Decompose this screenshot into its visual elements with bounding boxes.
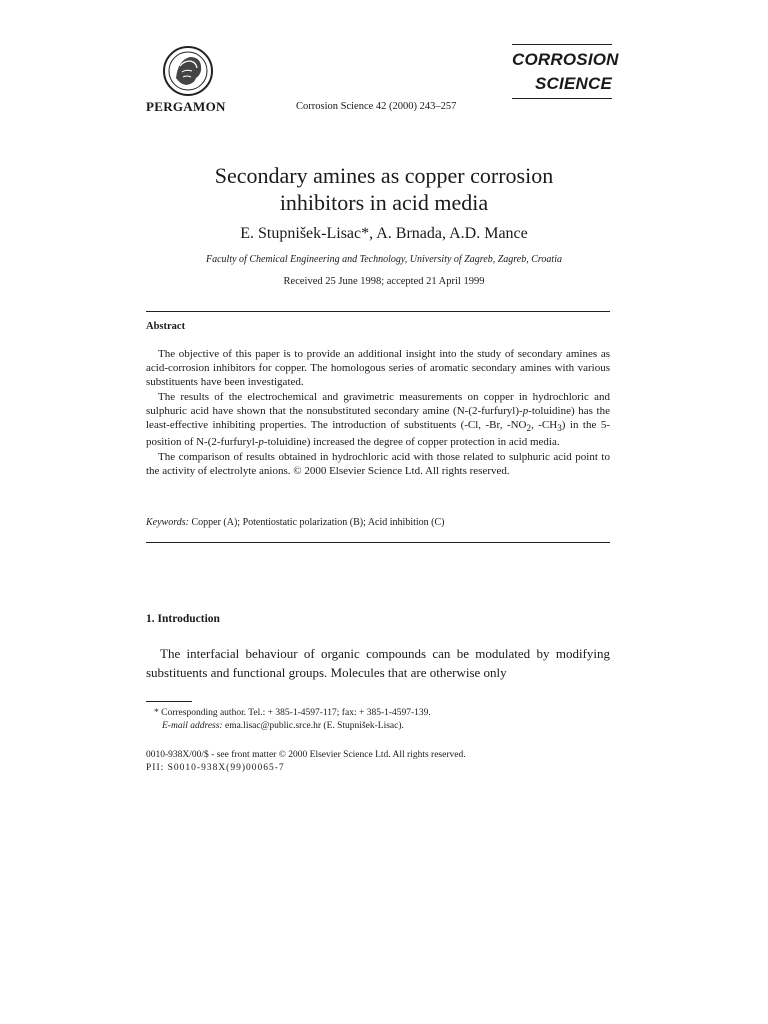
- journal-citation: Corrosion Science 42 (2000) 243–257: [296, 101, 457, 112]
- email-note: [146, 720, 610, 733]
- abstract-paragraph-1: The objective of this paper is to provide an additional insight into the study of secondary amines as acid-corrosion inhibitors for copper. The homologous series of aromatic secondary amines with various substituents have been investigated.: [146, 348, 610, 389]
- abstract-text: ) in the 5-position of N-(2-furfuryl-: [146, 419, 610, 449]
- copyright-line: 0010-938X/00/$ - see front matter © 2000 Elsevier Science Ltd. All rights reserved.: [146, 750, 466, 760]
- abstract-italic: p: [522, 404, 529, 417]
- abstract-body: [146, 347, 610, 478]
- title-line1: Secondary amines as copper corrosion: [214, 163, 554, 188]
- journal-rule: [512, 44, 612, 45]
- footnote-rule: [146, 701, 192, 702]
- abstract-bottom-rule: [146, 542, 610, 543]
- abstract-subscript: 3: [557, 423, 562, 434]
- section-heading-introduction: 1. Introduction: [146, 613, 220, 625]
- pii-line: PII: S0010-938X(99)00065-7: [146, 763, 285, 773]
- abstract-text: -toluidine) has the least-effective inhibiting properties. The introduction of substituents (-Cl, -Br, -NO: [146, 404, 610, 432]
- pergamon-logo: [158, 44, 218, 98]
- journal-title-block: [512, 44, 619, 102]
- abstract-top-rule: [146, 311, 610, 312]
- introduction-paragraph: The interfacial behaviour of organic compounds can be modulated by modifying substituents and functional groups. Molecules that are otherwise only: [146, 646, 610, 680]
- abstract-heading: Abstract: [146, 321, 186, 332]
- email-label: E-mail address:: [162, 721, 223, 731]
- article-title: [0, 162, 768, 216]
- footnote: [146, 707, 610, 733]
- copyright-block: [146, 749, 610, 775]
- abstract-text: , -CH: [531, 419, 558, 432]
- authors: E. Stupnišek-Lisac*, A. Brnada, A.D. Mance: [240, 225, 528, 242]
- journal-rule: [512, 98, 612, 99]
- abstract-italic: p: [258, 436, 264, 449]
- journal-name-line2: SCIENCE: [535, 74, 612, 93]
- journal-name-line1: CORROSION: [512, 50, 619, 69]
- received-accepted-dates: Received 25 June 1998; accepted 21 April 1999: [283, 276, 485, 287]
- affiliation: Faculty of Chemical Engineering and Technology, University of Zagreb, Zagreb, Croatia: [206, 254, 562, 265]
- keywords: [146, 517, 444, 528]
- email-address: ema.lisac@public.srce.hr (E. Stupnišek-Lisac).: [224, 721, 404, 731]
- introduction-text: [146, 644, 610, 682]
- title-line2: inhibitors in acid media: [279, 190, 489, 215]
- publisher-name: PERGAMON: [146, 99, 226, 114]
- abstract-text: The results of the electrochemical and gravimetric measurements on copper in hydrochloric and sulphuric acid have shown that the nonsubstituted secondary amine (N-(2-furfuryl)-: [146, 390, 610, 417]
- abstract-paragraph-2: [146, 390, 610, 450]
- keywords-text: Copper (A); Potentiostatic polarization (B); Acid inhibition (C): [191, 517, 445, 528]
- keywords-label: Keywords:: [146, 517, 189, 528]
- abstract-text: -toluidine) increased the degree of copper protection in acid media.: [263, 436, 560, 449]
- abstract-subscript: 2: [526, 423, 532, 434]
- corresponding-author-note: * Corresponding author. Tel.: + 385-1-4597-117; fax: + 385-1-4597-139.: [154, 708, 431, 718]
- abstract-paragraph-3: The comparison of results obtained in hydrochloric acid with those related to sulphuric acid point to the activity of electrolyte anions. © 2000 Elsevier Science Ltd. All rights reserved.: [146, 450, 610, 477]
